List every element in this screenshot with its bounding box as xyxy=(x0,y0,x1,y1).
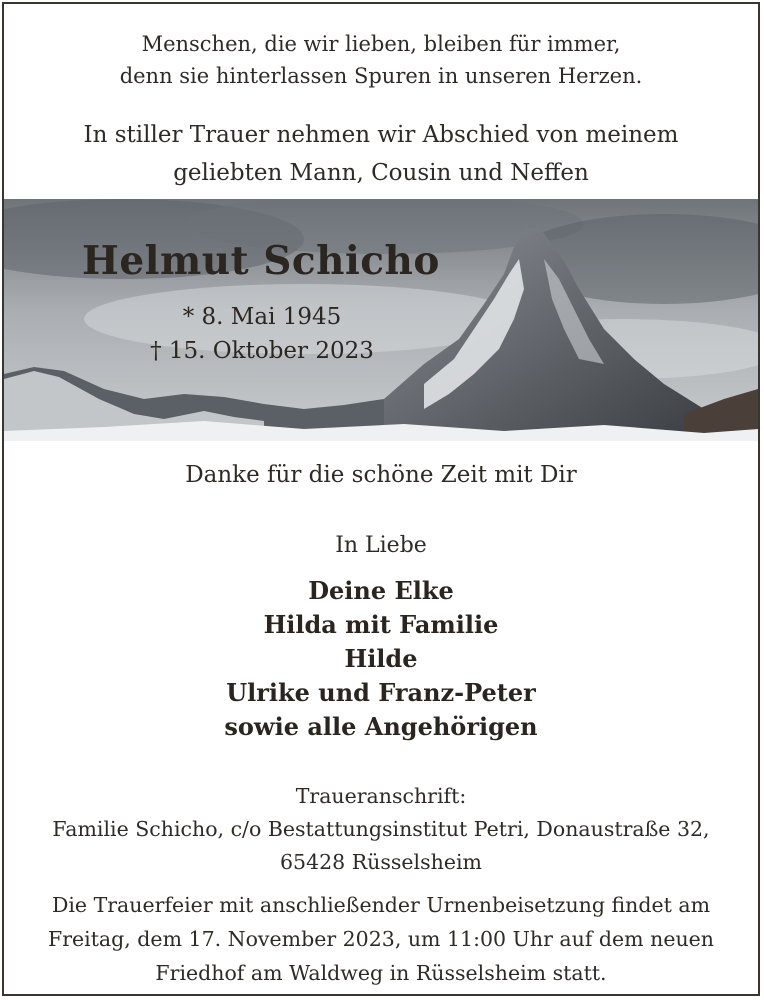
ceremony-line: Freitag, dem 17. November 2023, um 11:00 Uhr auf dem neuen xyxy=(47,927,715,951)
address-line: 65428 Rüsselsheim xyxy=(280,850,482,874)
life-dates xyxy=(132,300,392,368)
memorial-quote xyxy=(4,28,758,92)
death-date: † 15. Oktober 2023 xyxy=(150,338,374,364)
signers-list xyxy=(4,574,758,744)
obituary-notice xyxy=(2,2,760,996)
thanks-text: Danke für die schöne Zeit mit Dir xyxy=(185,462,577,488)
signer: Ulrike und Franz-Peter xyxy=(226,678,536,707)
ceremony-line: Die Trauerfeier mit anschließender Urnenbeisetzung findet am xyxy=(51,893,711,917)
ceremony-line: Friedhof am Waldweg in Rüsselsheim statt. xyxy=(155,961,607,985)
signer: Deine Elke xyxy=(308,576,454,605)
ceremony-details xyxy=(4,888,758,990)
intro-line: geliebten Mann, Cousin und Neffen xyxy=(173,160,589,186)
signer: Hilde xyxy=(344,644,418,673)
quote-line: Menschen, die wir lieben, bleiben für immer, xyxy=(141,32,621,56)
intro-line: In stiller Trauer nehmen wir Abschied von meinem xyxy=(83,122,679,148)
address-line: Familie Schicho, c/o Bestattungsinstitut Petri, Donaustraße 32, xyxy=(52,817,710,841)
signer: Hilda mit Familie xyxy=(263,610,499,639)
mourning-address xyxy=(4,780,758,879)
signer: sowie alle Angehörigen xyxy=(224,712,538,741)
quote-line: denn sie hinterlassen Spuren in unseren Herzen. xyxy=(119,64,643,88)
intro-text xyxy=(4,116,758,192)
in-love-text: In Liebe xyxy=(335,533,427,558)
deceased-name: Helmut Schicho xyxy=(82,238,440,284)
birth-date: * 8. Mai 1945 xyxy=(182,304,342,330)
address-label: Traueranschrift: xyxy=(295,784,467,808)
